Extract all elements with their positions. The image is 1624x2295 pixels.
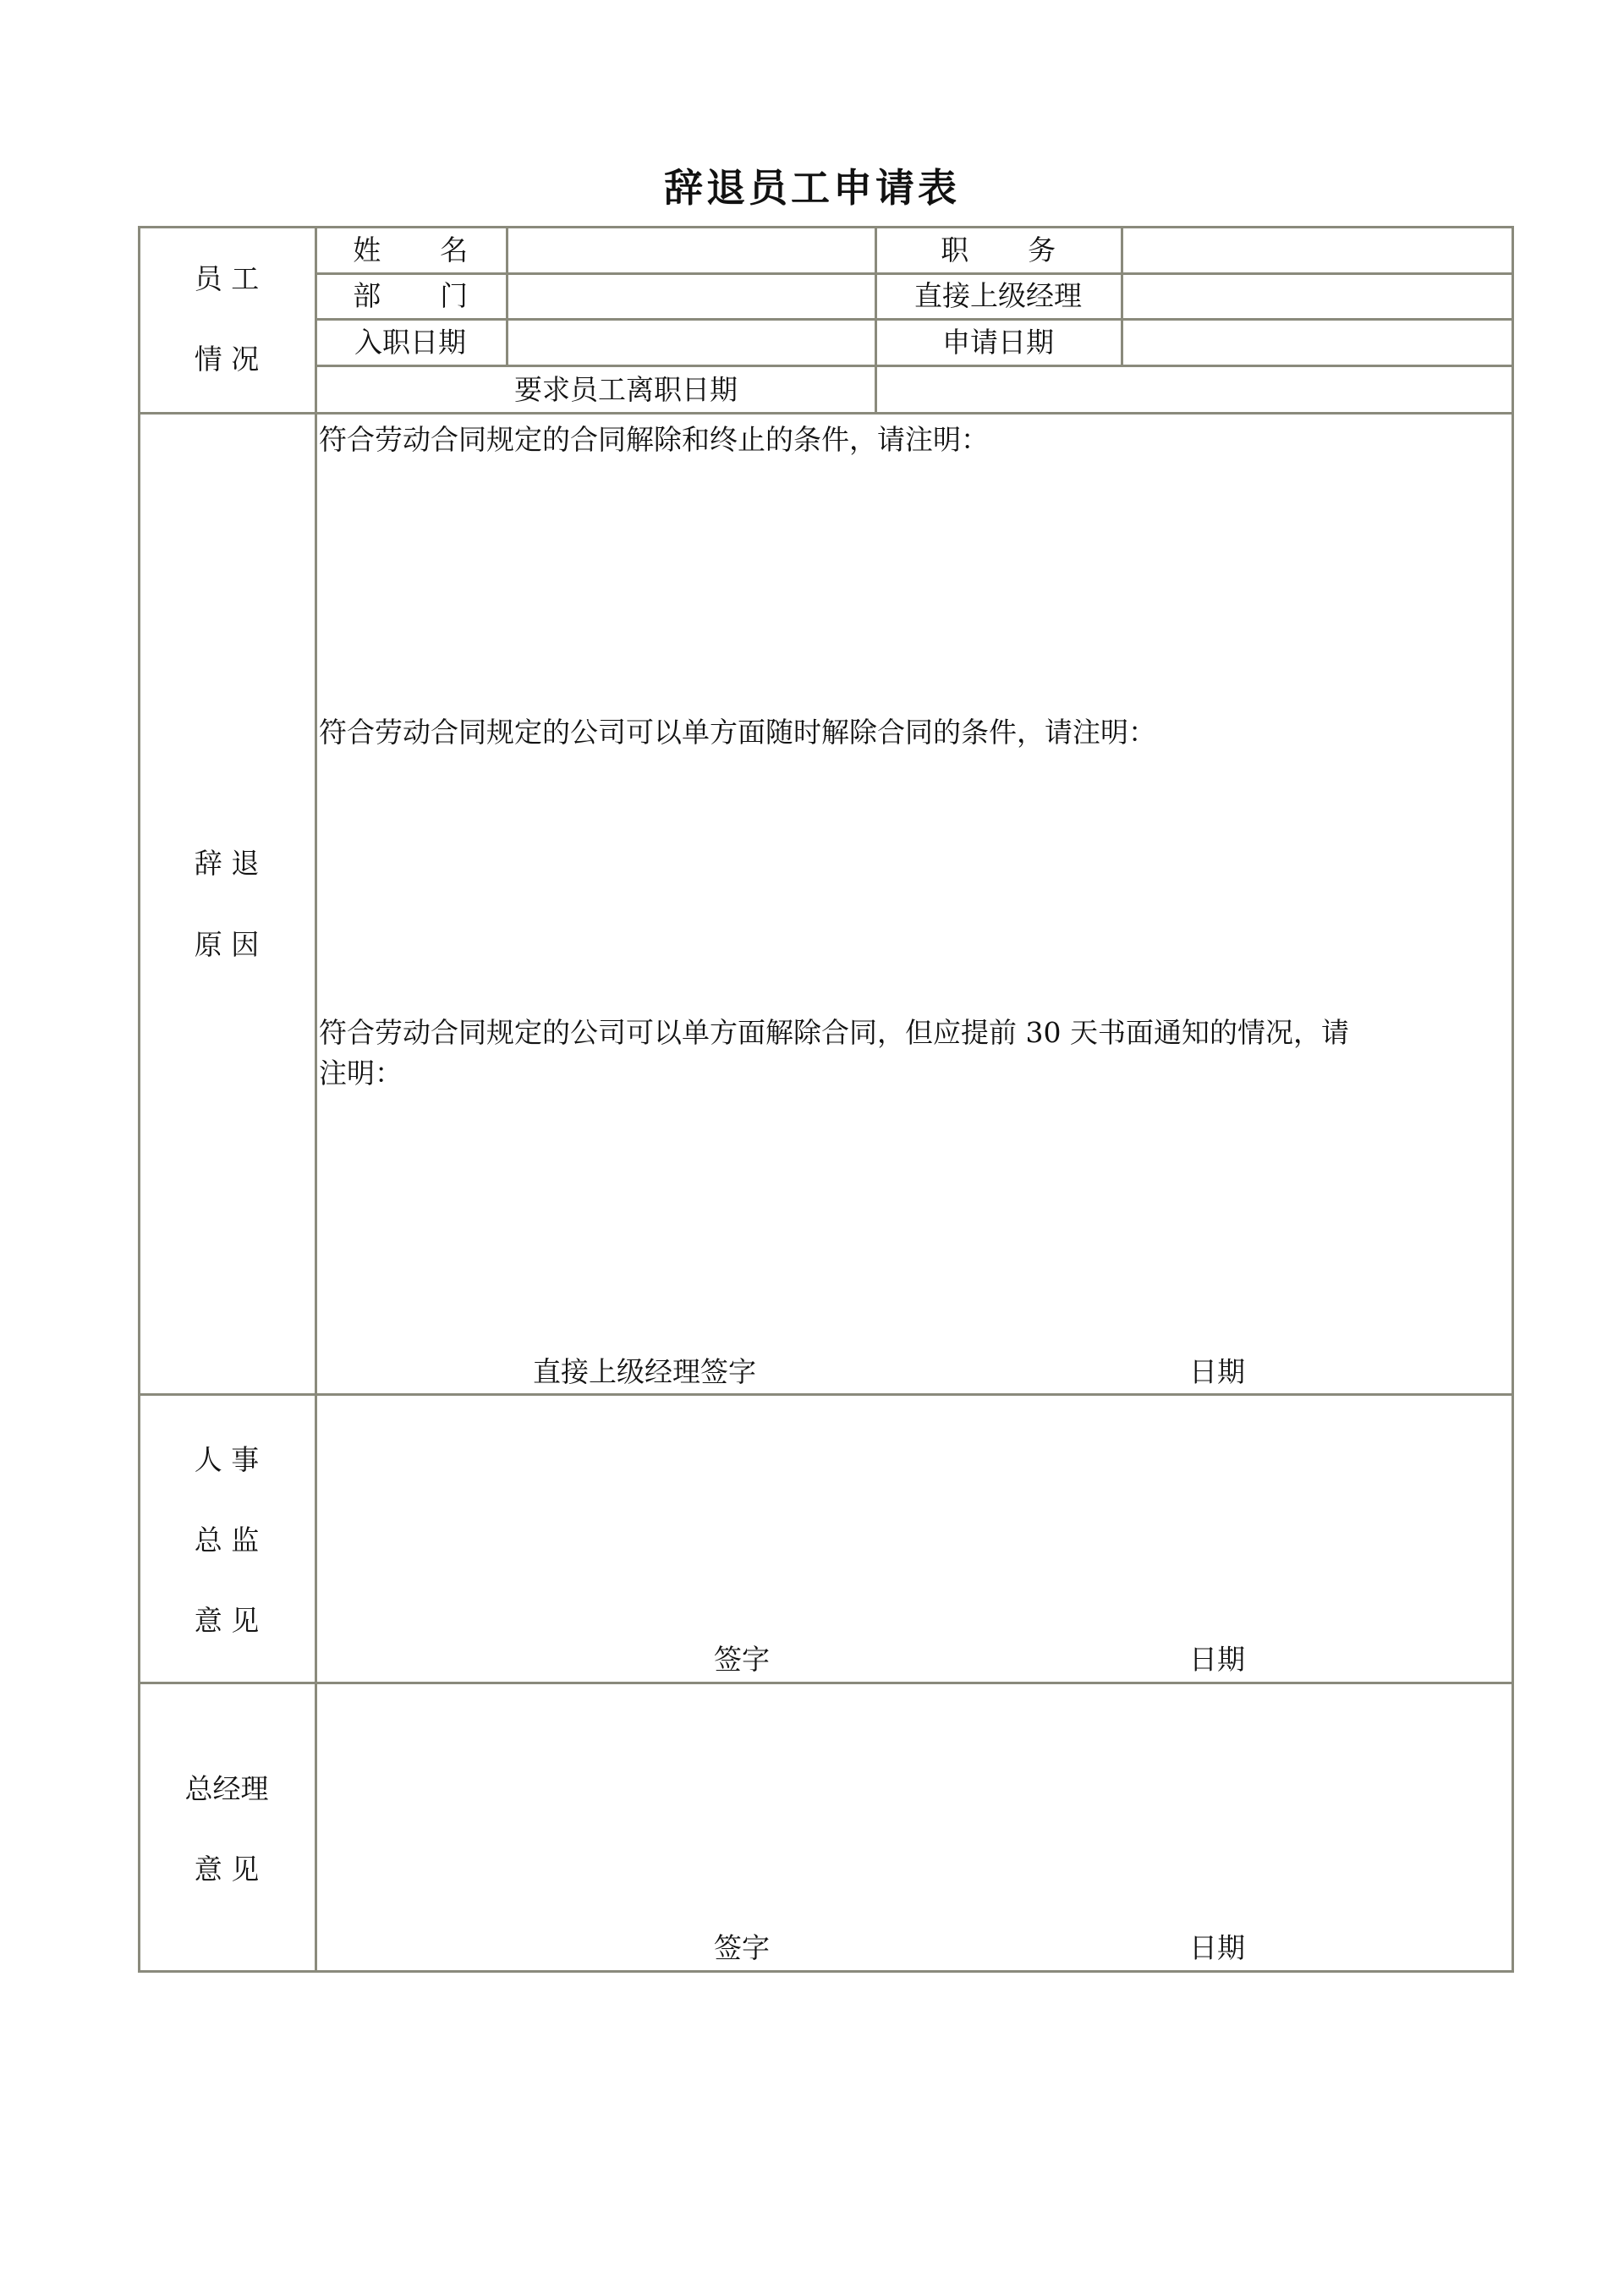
supervisor-field[interactable]: [1131, 282, 1503, 316]
department-field[interactable]: [516, 282, 863, 316]
required-leave-date-field[interactable]: [885, 376, 1502, 409]
hire-date-field[interactable]: [516, 328, 863, 362]
hr-date-label: 日期: [1189, 1643, 1245, 1676]
gm-signature-label: 签字: [714, 1931, 770, 1964]
form-title: 辞退员工申请表: [664, 165, 960, 211]
gm-date-label: 日期: [1189, 1931, 1245, 1964]
required-leave-date-label: 要求员工离职日期: [514, 373, 738, 406]
department-label: 部 门: [353, 279, 493, 312]
application-date-label: 申请日期: [942, 326, 1054, 359]
reason-termination-conditions: 符合劳动合同规定的合同解除和终止的条件，请注明：: [319, 423, 989, 456]
name-field[interactable]: [516, 236, 863, 270]
reason-notice-termination-line1: 符合劳动合同规定的公司可以单方面解除合同，但应提前 30 天书面通知的情况，请: [319, 1016, 1349, 1049]
reason-label-2: 原 因: [194, 928, 260, 961]
hire-date-label: 入职日期: [354, 326, 466, 359]
reason-immediate-termination: 符合劳动合同规定的公司可以单方面随时解除合同的条件，请注明：: [319, 716, 1156, 749]
position-label: 职 务: [941, 233, 1081, 266]
application-date-field[interactable]: [1131, 328, 1503, 362]
employee-info-label-1: 员 工: [194, 262, 260, 295]
reason-notice-termination-line2: 注明：: [319, 1057, 403, 1090]
supervisor-signature-label: 直接上级经理签字: [533, 1355, 756, 1388]
position-field[interactable]: [1131, 236, 1503, 270]
hr-signature-label: 签字: [714, 1643, 770, 1676]
gm-label-1: 总经理: [184, 1772, 269, 1805]
supervisor-date-label: 日期: [1189, 1355, 1245, 1388]
reason-label-1: 辞 退: [194, 847, 260, 880]
name-label: 姓 名: [353, 233, 493, 266]
gm-label-2: 意 见: [194, 1853, 260, 1886]
hr-label-3: 意 见: [194, 1604, 260, 1637]
supervisor-label: 直接上级经理: [914, 279, 1082, 312]
hr-label-2: 总 监: [194, 1524, 260, 1557]
employee-info-label-2: 情 况: [194, 343, 260, 376]
hr-label-1: 人 事: [194, 1443, 260, 1476]
